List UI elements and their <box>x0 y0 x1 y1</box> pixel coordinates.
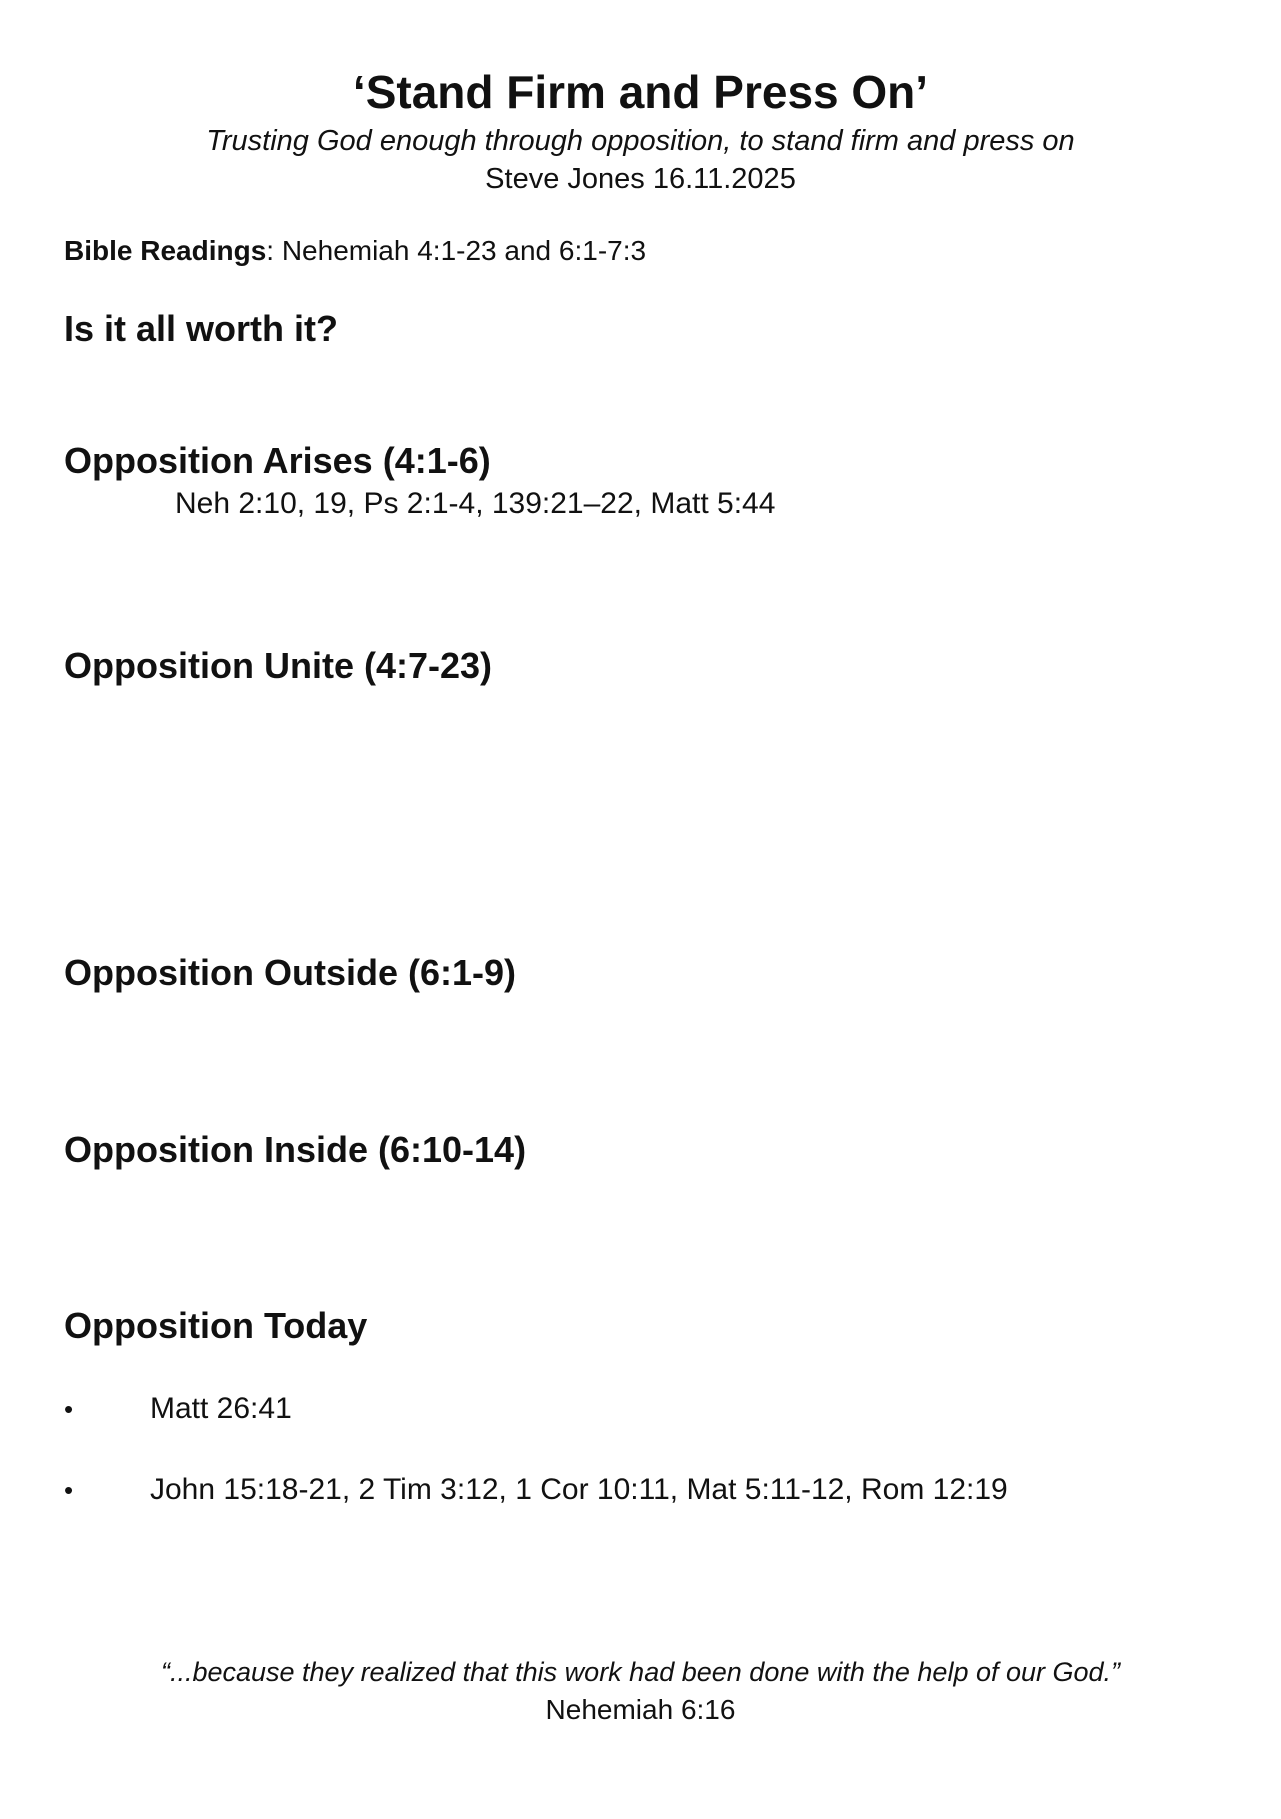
section-heading-worth: Is it all worth it? <box>64 308 339 349</box>
section-refs-arises: Neh 2:10, 19, Ps 2:1-4, 139:21–22, Matt 5:44 <box>175 487 776 520</box>
bible-readings-separator: : <box>266 235 275 266</box>
author-date: Steve Jones 16.11.2025 <box>485 163 796 195</box>
bible-readings-value: Nehemiah 4:1-23 and 6:1-7:3 <box>274 235 647 266</box>
bullet-icon: • <box>64 1475 74 1505</box>
list-item-text: John 15:18-21, 2 Tim 3:12, 1 Cor 10:11, Mat 5:11-12, Rom 12:19 <box>150 1473 1008 1506</box>
list-item-text: Matt 26:41 <box>150 1392 292 1425</box>
bible-readings-label: Bible Readings <box>64 235 267 266</box>
section-heading-today: Opposition Today <box>64 1305 368 1346</box>
bullet-icon: • <box>64 1394 74 1424</box>
page-title: ‘Stand Firm and Press On’ <box>352 66 929 118</box>
footer-quote-reference: Nehemiah 6:16 <box>545 1694 736 1725</box>
list-item <box>64 1389 1214 1429</box>
bible-readings-line <box>64 232 646 270</box>
footer-quote: “...because they realized that this work had been done with the help of our God.” <box>160 1657 1121 1687</box>
page-subtitle: Trusting God enough through opposition, to stand firm and press on <box>206 125 1075 157</box>
list-item <box>64 1470 1214 1510</box>
section-heading-outside: Opposition Outside (6:1-9) <box>64 952 517 993</box>
section-heading-unite: Opposition Unite (4:7-23) <box>64 645 493 686</box>
section-heading-inside: Opposition Inside (6:10-14) <box>64 1129 527 1170</box>
section-heading-arises: Opposition Arises (4:1-6) <box>64 440 491 481</box>
